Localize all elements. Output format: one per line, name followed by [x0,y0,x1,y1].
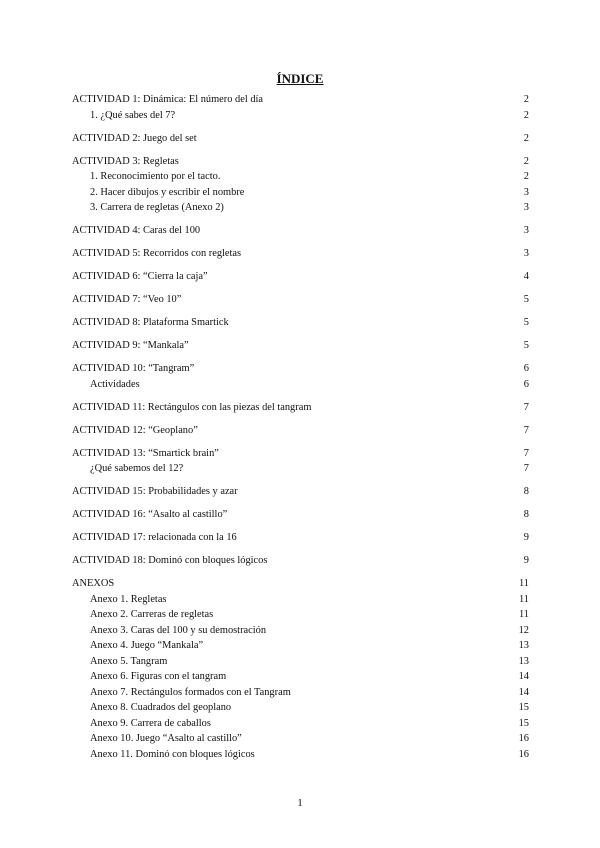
toc-entry-page: 2 [523,132,529,144]
toc-subentry[interactable] [72,592,529,608]
toc-subentry[interactable] [72,716,529,732]
toc-entry-label: ACTIVIDAD 3: Regletas [72,155,179,167]
toc-entry-page: 4 [523,271,529,282]
toc-entry-label: ACTIVIDAD 9: “Mankala” [72,340,189,351]
toc-entry[interactable] [72,507,529,523]
toc-entry-label: ACTIVIDAD 13: “Smartick brain” [72,447,219,459]
toc-entry-label: ACTIVIDAD 17: relacionada con la 16 [72,532,237,543]
toc-subentry[interactable] [72,185,529,201]
toc-subentry[interactable] [72,377,529,393]
toc-entry[interactable] [72,154,529,170]
toc-entry-label: ¿Qué sabemos del 12? [90,463,184,474]
toc-entry-label: ACTIVIDAD 6: “Cierra la caja” [72,271,208,282]
toc-entry[interactable] [72,361,529,377]
toc-subentry[interactable] [72,623,529,639]
toc-entry-page: 3 [523,186,529,198]
toc-entry[interactable] [72,292,529,308]
toc-subentry[interactable] [72,747,529,763]
toc-entry-label: ACTIVIDAD 2: Juego del set [72,132,197,144]
toc-entry-label: Anexo 6. Figuras con el tangram [90,671,227,682]
toc-title: ÍNDICE [276,71,324,86]
page-number: 1 [297,797,303,809]
toc-entry-page: 3 [523,202,529,213]
toc-entry-page: 3 [523,248,529,259]
toc-entry-page: 15 [518,717,529,729]
toc-entry-label: Anexo 7. Rectángulos formados con el Tangram [90,686,291,698]
toc-entry-page: 7 [523,401,529,413]
toc-entry-label: ANEXOS [72,578,115,589]
toc-entry-label: Anexo 5. Tangram [90,655,168,667]
toc-entry-label: ACTIVIDAD 1: Dinámica: El número del día [72,94,264,105]
toc-entry-label: 1. ¿Qué sabes del 7? [90,109,176,121]
toc-entry-page: 3 [523,225,529,236]
toc-entry[interactable] [72,223,529,239]
toc-entry-label: ACTIVIDAD 5: Recorridos con regletas [72,248,242,259]
toc-entry-label: ACTIVIDAD 10: “Tangram” [72,363,195,374]
toc-entry-page: 8 [523,509,529,520]
toc-subentry[interactable] [72,108,529,124]
toc-entry-page: 9 [523,532,529,543]
toc-entry-page: 14 [518,671,529,682]
toc-subentry[interactable] [72,200,529,216]
toc-entry-page: 5 [523,317,529,328]
toc-entry[interactable] [72,246,529,262]
toc-entry-label: 1. Reconocimiento por el tacto. [90,171,221,182]
toc-entry-label: 3. Carrera de regletas (Anexo 2) [90,202,224,213]
toc-entry-page: 6 [523,363,529,374]
toc-entry-page: 7 [523,447,529,459]
toc-entry-page: 7 [523,463,529,474]
toc-entry-label: ACTIVIDAD 8: Plataforma Smartick [72,317,229,328]
toc-entry-label: ACTIVIDAD 18: Dominó con bloques lógicos [72,555,268,566]
toc-entry[interactable] [72,576,529,592]
toc-entry-page: 13 [518,640,529,651]
toc-entry-label: Anexo 1. Regletas [90,593,167,605]
toc-entry-label: Anexo 3. Caras del 100 y su demostración [90,624,267,636]
toc-entry[interactable] [72,530,529,546]
toc-entry[interactable] [72,484,529,500]
toc-entry[interactable] [72,131,529,147]
toc-entry-label: ACTIVIDAD 12: “Geoplano” [72,424,198,436]
toc-subentry[interactable] [72,731,529,747]
toc-entry[interactable] [72,423,529,439]
toc-subentry[interactable] [72,461,529,477]
toc-entry[interactable] [72,446,529,462]
toc-entry-label: Anexo 11. Dominó con bloques lógicos [90,748,255,760]
toc-entry-page: 16 [518,748,529,760]
toc-entry-page: 2 [523,171,529,182]
toc-subentry[interactable] [72,169,529,185]
toc-entry-label: Actividades [90,378,140,390]
toc-entry[interactable] [72,553,529,569]
toc-entry[interactable] [72,400,529,416]
toc-entry-page: 11 [518,578,529,589]
toc-entry-label: 2. Hacer dibujos y escribir el nombre [90,186,245,198]
toc-entry-page: 9 [523,555,529,566]
toc-subentry[interactable] [72,638,529,654]
toc-entry-label: Anexo 9. Carrera de caballos [90,717,211,729]
toc-entry-page: 11 [518,609,529,620]
toc-entry-label: ACTIVIDAD 11: Rectángulos con las piezas del tangram [72,401,312,413]
toc-entry-page: 16 [518,733,529,744]
toc-entry-page: 6 [523,378,529,390]
toc-entry-page: 5 [523,340,529,351]
toc-entry-label: ACTIVIDAD 15: Probabilidades y azar [72,486,238,497]
toc-subentry[interactable] [72,654,529,670]
toc-entry[interactable] [72,92,529,108]
toc-entry-label: ACTIVIDAD 4: Caras del 100 [72,225,201,236]
toc-entry-page: 11 [518,593,529,605]
toc-entry-label: Anexo 4. Juego “Mankala” [90,640,204,651]
table-of-contents [72,92,529,762]
toc-entry-label: Anexo 8. Cuadrados del geoplano [90,702,232,713]
toc-subentry[interactable] [72,700,529,716]
toc-entry-page: 2 [523,109,529,121]
toc-entry-page: 2 [523,94,529,105]
toc-entry-label: ACTIVIDAD 16: “Asalto al castillo” [72,509,228,520]
toc-entry-page: 7 [523,424,529,436]
toc-entry[interactable] [72,338,529,354]
toc-entry-page: 14 [518,686,529,698]
toc-entry-page: 2 [523,155,529,167]
toc-subentry[interactable] [72,607,529,623]
toc-subentry[interactable] [72,669,529,685]
toc-entry-label: Anexo 10. Juego “Asalto al castillo” [90,733,242,744]
toc-entry-page: 8 [523,486,529,497]
toc-entry-page: 15 [518,702,529,713]
toc-entry-label: ACTIVIDAD 7: “Veo 10” [72,294,182,305]
toc-entry[interactable] [72,269,529,285]
toc-subentry[interactable] [72,685,529,701]
toc-entry-page: 13 [518,655,529,667]
toc-entry-label: Anexo 2. Carreras de regletas [90,609,214,620]
toc-entry-page: 5 [523,294,529,305]
toc-entry-page: 12 [518,624,529,636]
toc-entry[interactable] [72,315,529,331]
